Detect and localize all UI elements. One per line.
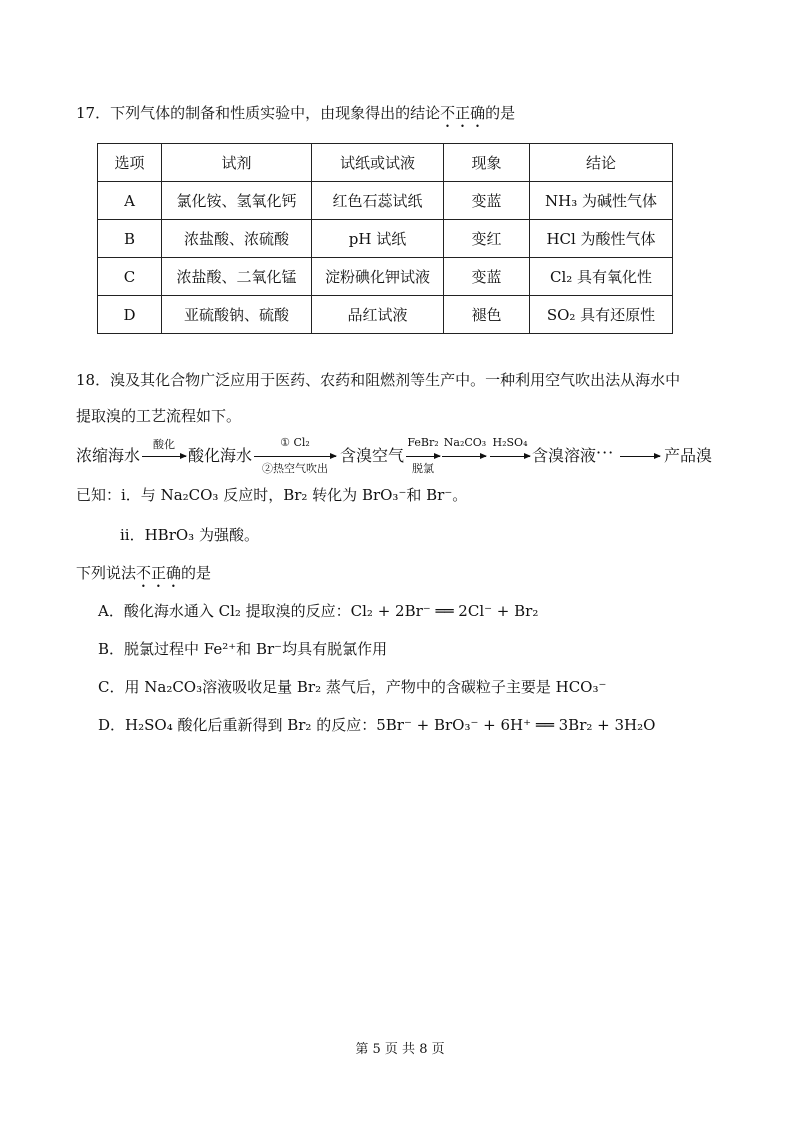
flow-label-dechlorinate: 脱氯 [412,462,434,475]
flow-arrow-2 [254,456,336,457]
flow-dots: ··· [596,443,615,462]
q17-table [97,143,673,334]
cell-option: A [98,182,162,220]
table-row [98,220,673,258]
cell-phenomenon: 褪色 [444,296,530,334]
q17-number: 17． [76,104,111,122]
cell-paper: 红色石蕊试纸 [312,182,444,220]
cell-paper: pH 试纸 [312,220,444,258]
flow-label-cl2: ① Cl₂ [280,436,310,449]
cell-phenomenon: 变红 [444,220,530,258]
cell-phenomenon: 变蓝 [444,258,530,296]
flow-node-concentrated-seawater: 浓缩海水 [76,446,141,465]
flow-arrow-4 [442,456,486,457]
q17-stem-text: 下列气体的制备和性质实验中，由现象得出的结论 [110,104,441,122]
header-conclusion: 结论 [530,144,673,182]
flow-node-acidified-seawater: 酸化海水 [188,446,253,465]
known-ii: ii．HBrO₃ 为强酸。 [120,526,259,544]
header-phenomenon: 现象 [444,144,530,182]
q18-question-emphasis: 不正确 [136,564,182,582]
header-paper: 试纸或试液 [312,144,444,182]
cell-conclusion: SO₂ 具有还原性 [530,296,673,334]
header-reagent: 试剂 [162,144,312,182]
q18-question-text: 下列说法 [76,564,137,582]
cell-reagent: 浓盐酸、浓硫酸 [162,220,312,258]
table-header-row [98,144,673,182]
flow-node-product-bromine: 产品溴 [664,446,713,465]
cell-conclusion: HCl 为酸性气体 [530,220,673,258]
cell-phenomenon: 变蓝 [444,182,530,220]
cell-conclusion: NH₃ 为碱性气体 [530,182,673,220]
cell-reagent: 浓盐酸、二氧化锰 [162,258,312,296]
table-row [98,258,673,296]
cell-paper: 淀粉碘化钾试液 [312,258,444,296]
flow-label-febr2: FeBr₂ [407,436,439,449]
flow-label-na2co3: Na₂CO₃ [443,436,487,449]
header-option: 选项 [98,144,162,182]
q18-question [76,562,211,591]
flow-label-acidify: 酸化 [153,438,175,451]
q18-question-end: 的是 [181,564,212,582]
table-row [98,182,673,220]
cell-option: D [98,296,162,334]
option-b: B．脱氯过程中 Fe²⁺和 Br⁻均具有脱氯作用 [98,640,388,658]
option-c: C．用 Na₂CO₃溶液吸收足量 Br₂ 蒸气后，产物中的含碳粒子主要是 HCO₃⁻ [98,678,607,696]
option-a: A．酸化海水通入 Cl₂ 提取溴的反应：Cl₂ + 2Br⁻ ══ 2Cl⁻ + Br₂ [98,602,539,620]
q18-stem-line2: 提取溴的工艺流程如下。 [76,407,242,425]
flow-node-bromine-air: 含溴空气 [340,446,405,465]
flow-arrow-5 [490,456,530,457]
cell-option: B [98,220,162,258]
flow-label-h2so4: H₂SO₄ [492,436,528,449]
flow-arrow-3 [406,456,440,457]
flow-arrow-1 [142,456,186,457]
flow-node-bromine-solution: 含溴溶液 [532,446,597,465]
known-i: 已知：i．与 Na₂CO₃ 反应时，Br₂ 转化为 BrO₃⁻和 Br⁻。 [76,486,468,504]
page-footer: 第 5 页 共 8 页 [355,1042,445,1057]
cell-reagent: 氯化铵、氢氧化钙 [162,182,312,220]
q18-stem-line1: 18．溴及其化合物广泛应用于医药、农药和阻燃剂等生产中。一种利用空气吹出法从海水中 [76,371,681,389]
flow-label-hot-air: ②热空气吹出 [262,462,328,475]
cell-conclusion: Cl₂ 具有氧化性 [530,258,673,296]
process-flow [76,436,716,480]
q17-stem [76,102,515,131]
q17-stem-emphasis: 不正确 [440,104,486,122]
table-row [98,296,673,334]
q17-stem-end: 的是 [485,104,516,122]
cell-reagent: 亚硫酸钠、硫酸 [162,296,312,334]
flow-arrow-6 [620,456,660,457]
cell-option: C [98,258,162,296]
option-d: D．H₂SO₄ 酸化后重新得到 Br₂ 的反应：5Br⁻ + BrO₃⁻ + 6H⁺ ══ 3Br₂ + 3H₂O [98,716,656,734]
cell-paper: 品红试液 [312,296,444,334]
